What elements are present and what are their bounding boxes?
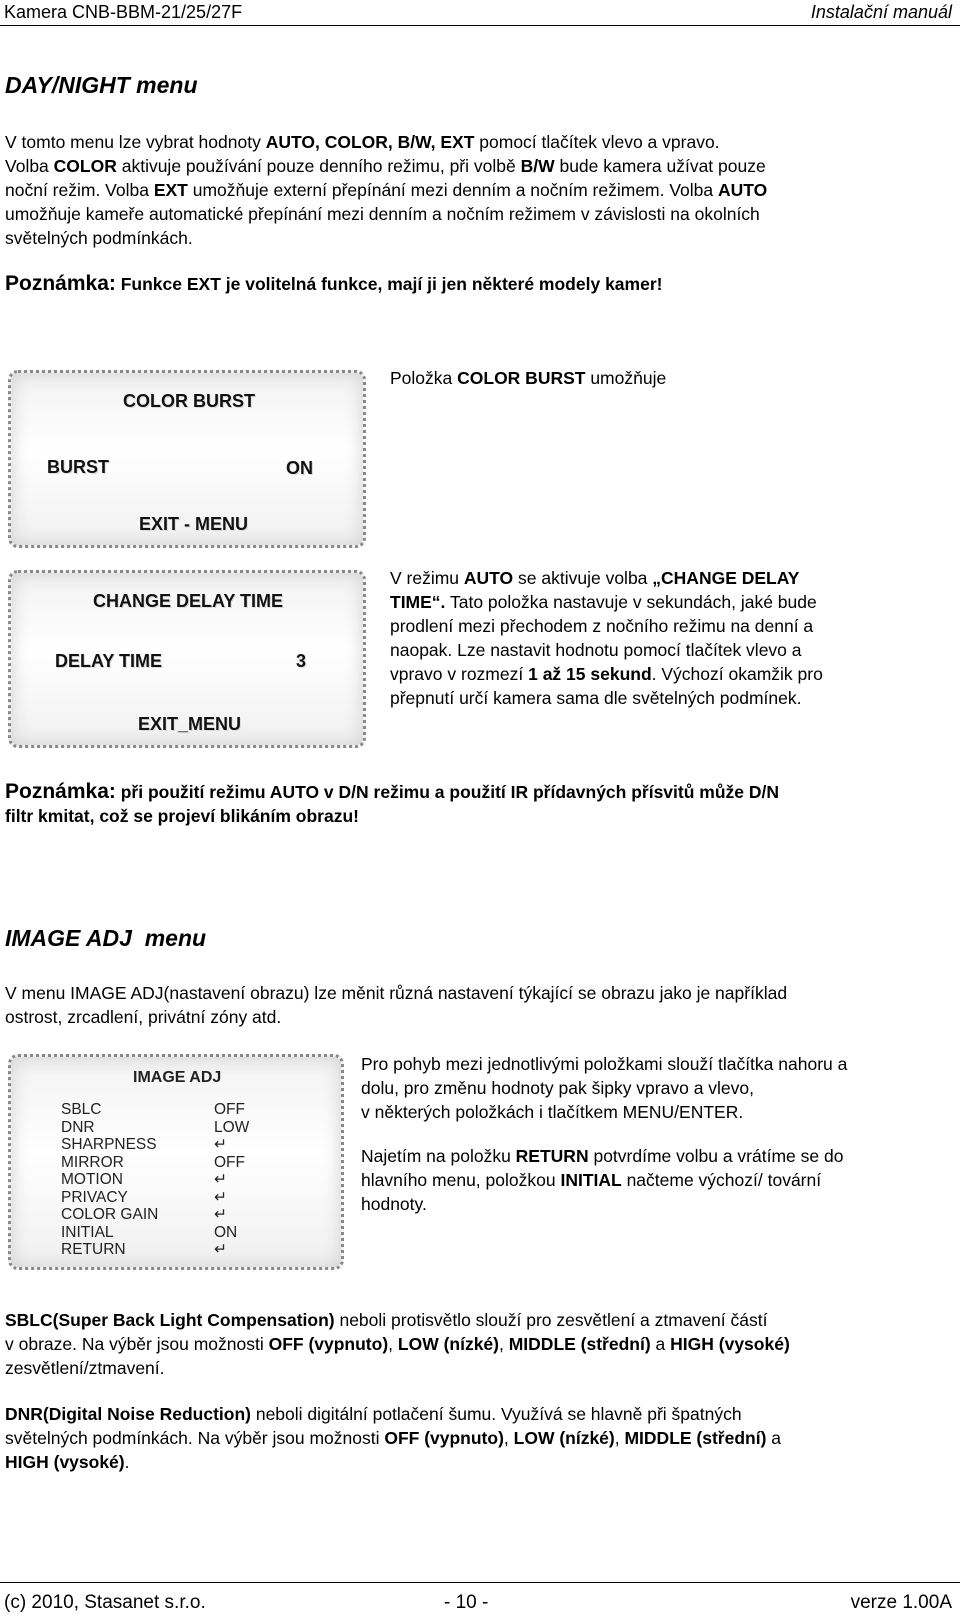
- footer-page-number: - 10 -: [444, 1592, 489, 1613]
- osd-row-value: OFF: [214, 1101, 245, 1118]
- text-run: se aktivuje volba: [513, 568, 653, 588]
- header-divider: [0, 25, 960, 26]
- osd-row-label: SHARPNESS: [61, 1136, 157, 1153]
- osd-item-delay: DELAY TIME: [55, 651, 163, 671]
- text-run: neboli protisvětlo slouží pro zesvětlení a ztmavení částí: [334, 1310, 768, 1330]
- footer-divider: [0, 1582, 960, 1583]
- enter-arrow-icon: ↵: [214, 1171, 227, 1188]
- text-run: . Výchozí okamžik pro: [651, 664, 823, 684]
- footer-version: verze 1.00A: [850, 1592, 952, 1613]
- text-run: a: [766, 1428, 782, 1448]
- text-run: pomocí tlačítek vlevo a vpravo.: [474, 132, 720, 152]
- osd-value-burst: ON: [286, 458, 313, 478]
- header-subtitle: Instalační manuál: [810, 2, 952, 22]
- osd-row-label: SBLC: [61, 1101, 102, 1118]
- bold-text: OFF (vypnuto): [268, 1334, 389, 1354]
- text-run: umožňuje kameře automatické přepínání mezi denním a nočním režimem v závislosti na okolních: [5, 204, 760, 224]
- color-burst-text: [390, 366, 666, 390]
- text-run: V tomto menu lze vybrat hodnoty: [5, 132, 266, 152]
- enter-arrow-icon: ↵: [214, 1241, 227, 1258]
- osd-row-label: MIRROR: [61, 1153, 124, 1171]
- text-run: dolu, pro změnu hodnoty pak šipky vpravo a vlevo,: [361, 1078, 754, 1098]
- osd-title: CHANGE DELAY TIME: [93, 591, 284, 611]
- dnr-paragraph: [5, 1402, 950, 1474]
- text-run: Položka: [390, 368, 458, 388]
- osd-value-delay: 3: [296, 651, 307, 671]
- change-delay-text: [390, 566, 940, 710]
- bold-text: INITIAL: [560, 1170, 622, 1190]
- text-run: zesvětlení/ztmavení.: [5, 1358, 165, 1378]
- note-label: Poznámka:: [5, 272, 116, 295]
- text-run: umožňuje: [585, 368, 667, 388]
- enter-arrow-icon: ↵: [214, 1136, 227, 1153]
- intro-line1: V menu IMAGE ADJ(nastavení obrazu) lze měnit různá nastavení týkající se obrazu jako je například: [5, 983, 788, 1003]
- text-run: v některých položkách i tlačítkem MENU/ENTER.: [361, 1102, 744, 1122]
- sblc-paragraph: [5, 1308, 950, 1380]
- text-run: ,: [499, 1334, 509, 1354]
- bold-text: MIDDLE (střední): [624, 1428, 767, 1448]
- bold-text: SBLC(Super Back Light Compensation): [5, 1310, 335, 1330]
- osd-exit: EXIT - MENU: [139, 514, 249, 534]
- note-line2: filtr kmitat, což se projeví blikáním obrazu!: [5, 806, 359, 826]
- imageadj-intro: [5, 981, 950, 1029]
- text-run: bude kamera užívat pouze: [554, 156, 766, 176]
- bold-text: „CHANGE DELAY: [652, 568, 800, 588]
- text-run: neboli digitální potlačení šumu. Využívá se hlavně při špatných: [250, 1404, 742, 1424]
- imageadj-title: IMAGE ADJ menu: [5, 925, 207, 951]
- text-run: potvrdíme volbu a vrátíme se do: [588, 1146, 844, 1166]
- osd-title: IMAGE ADJ: [133, 1069, 222, 1086]
- bold-text: B/W: [520, 156, 555, 176]
- osd-exit: EXIT_MENU: [138, 714, 242, 734]
- imageadj-osd-image: [8, 1054, 344, 1270]
- osd-title: COLOR BURST: [123, 391, 255, 411]
- bold-text: COLOR BURST: [457, 368, 586, 388]
- osd-row-label: COLOR GAIN: [61, 1206, 159, 1223]
- dn-ir-note: [5, 780, 950, 828]
- bold-text: HIGH (vysoké): [670, 1334, 790, 1354]
- enter-arrow-icon: ↵: [214, 1206, 227, 1223]
- note-line1: při použití režimu AUTO v D/N režimu a použití IR přídavných přísvitů může D/N: [115, 782, 780, 802]
- text-run: Volba: [5, 156, 54, 176]
- text-run: vpravo v rozmezí: [390, 664, 529, 684]
- osd-row-label: MOTION: [61, 1171, 123, 1188]
- osd-item-burst: BURST: [47, 457, 109, 477]
- note-text: Funkce EXT je volitelná funkce, mají ji jen některé modely kamer!: [115, 274, 663, 294]
- text-run: noční režim. Volba: [5, 180, 154, 200]
- text-run: načteme výchozí/ tovární: [621, 1170, 822, 1190]
- text-run: světelných podmínkách.: [5, 228, 193, 248]
- text-run: V režimu: [390, 568, 464, 588]
- text-run: ,: [388, 1334, 398, 1354]
- daynight-paragraph: [5, 130, 950, 250]
- osd-row-label: RETURN: [61, 1241, 126, 1258]
- text-run: a: [650, 1334, 671, 1354]
- text-run: hlavního menu, položkou: [361, 1170, 561, 1190]
- bold-text: AUTO, COLOR, B/W, EXT: [265, 132, 475, 152]
- text-run: aktivuje používání pouze denního režimu, při volbě: [116, 156, 521, 176]
- bold-text: HIGH (vysoké): [5, 1452, 125, 1472]
- text-run: Najetím na položku: [361, 1146, 516, 1166]
- color-burst-osd-image: [8, 370, 366, 548]
- osd-row-label: INITIAL: [61, 1223, 114, 1241]
- text-run: umožňuje externí přepínání mezi denním a nočním režimem. Volba: [187, 180, 719, 200]
- bold-text: AUTO: [718, 180, 768, 200]
- text-run: světelných podmínkách. Na výběr jsou možnosti: [5, 1428, 385, 1448]
- osd-row-value: LOW: [214, 1118, 250, 1136]
- text-run: ,: [503, 1428, 514, 1448]
- bold-text: AUTO: [463, 568, 514, 588]
- intro-line2: ostrost, zrcadlení, privátní zóny atd.: [5, 1007, 282, 1027]
- daynight-note: [5, 272, 662, 296]
- text-run: naopak. Lze nastavit hodnotu pomocí tlačítek vlevo a: [390, 640, 802, 660]
- bold-text: RETURN: [515, 1146, 589, 1166]
- change-delay-osd-image: [8, 570, 366, 748]
- enter-arrow-icon: ↵: [214, 1188, 227, 1206]
- daynight-title: DAY/NIGHT menu: [5, 72, 198, 98]
- bold-text: LOW (nízké): [513, 1428, 615, 1448]
- bold-text: 1 až 15 sekund: [528, 664, 652, 684]
- text-run: Tato položka nastavuje v sekundách, jaké bude: [445, 592, 817, 612]
- text-run: Pro pohyb mezi jednotlivými položkami slouží tlačítka nahoru a: [361, 1054, 848, 1074]
- header-title: Kamera CNB-BBM-21/25/27F: [4, 2, 243, 22]
- bold-text: COLOR: [53, 156, 117, 176]
- text-run: .: [124, 1452, 130, 1472]
- text-run: prodlení mezi přechodem z nočního režimu na denní a: [390, 616, 814, 636]
- note-label: Poznámka:: [5, 780, 116, 803]
- text-run: hodnoty.: [361, 1194, 427, 1214]
- bold-text: OFF (vypnuto): [384, 1428, 504, 1448]
- text-run: ,: [614, 1428, 625, 1448]
- osd-row-label: DNR: [61, 1118, 95, 1136]
- osd-row-value: OFF: [214, 1153, 245, 1171]
- bold-text: TIME“.: [390, 592, 446, 612]
- osd-row-value: ON: [214, 1223, 238, 1241]
- imageadj-nav-text: [361, 1052, 951, 1124]
- footer-copyright: (c) 2010, Stasanet s.r.o.: [4, 1592, 206, 1613]
- bold-text: LOW (nízké): [397, 1334, 499, 1354]
- osd-row-label: PRIVACY: [61, 1188, 128, 1206]
- bold-text: MIDDLE (střední): [508, 1334, 651, 1354]
- imageadj-return-text: [361, 1144, 951, 1216]
- text-run: přepnutí určí kamera sama dle světelných podmínek.: [390, 688, 802, 708]
- bold-text: EXT: [153, 180, 188, 200]
- text-run: v obraze. Na výběr jsou možnosti: [5, 1334, 269, 1354]
- bold-text: DNR(Digital Noise Reduction): [5, 1404, 251, 1424]
